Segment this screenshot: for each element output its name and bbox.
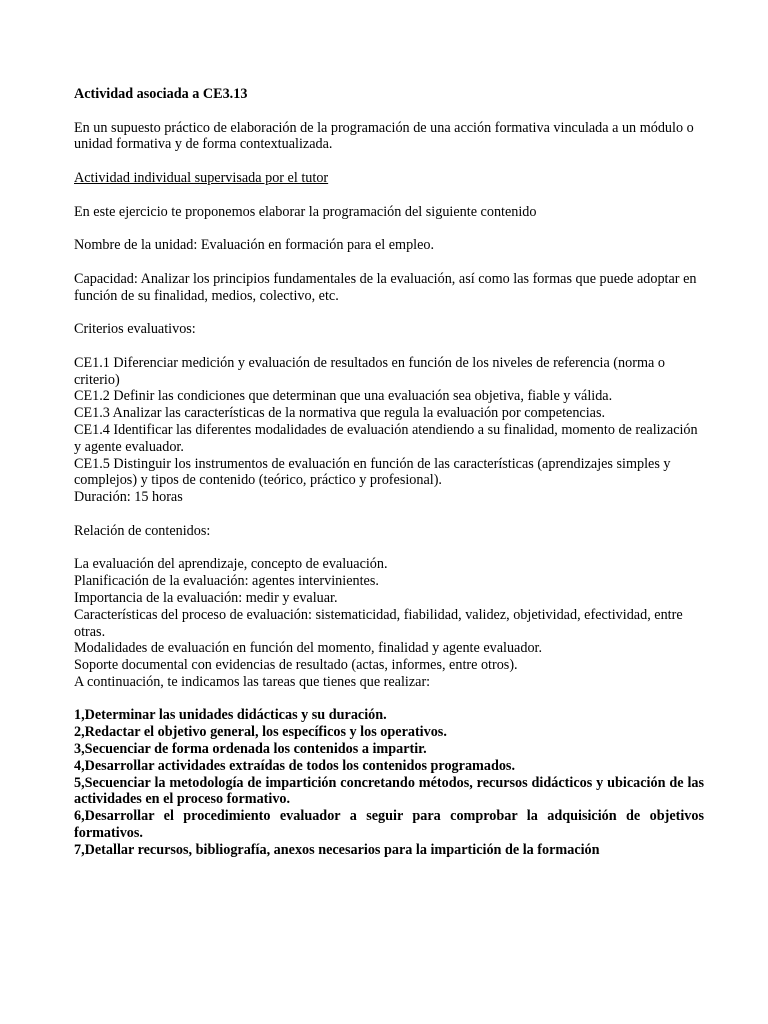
activity-type: Actividad individual supervisada por el tutor <box>74 169 329 186</box>
task-item: 2,Redactar el objetivo general, los específicos y los operativos. <box>74 724 447 741</box>
unit-name: Nombre de la unidad: Evaluación en formación para el empleo. <box>74 237 435 254</box>
criterion-item: CE1.2 Definir las condiciones que determinan que una evaluación sea objetiva, fiable y válida. <box>74 388 613 405</box>
task-item: 3,Secuenciar de forma ordenada los contenidos a impartir. <box>74 741 427 758</box>
tasks-list <box>74 707 704 858</box>
content-item: Modalidades de evaluación en función del momento, finalidad y agente evaluador. <box>74 640 543 657</box>
task-item: 7,Detallar recursos, bibliografía, anexos necesarios para la impartición de la formación <box>74 841 600 858</box>
exercise-intro: En este ejercicio te proponemos elaborar la programación del siguiente contenido <box>74 203 537 220</box>
criterion-item: CE1.5 Distinguir los instrumentos de evaluación en función de las características (aprendizajes simples y complejos) y tipos de contenido (teórico, práctico y profesional). <box>74 455 671 489</box>
content-item: Importancia de la evaluación: medir y evaluar. <box>74 589 338 606</box>
criteria-list <box>74 355 704 506</box>
criteria-heading: Criterios evaluativos: <box>74 321 196 338</box>
document-title: Actividad asociada a CE3.13 <box>74 86 248 102</box>
capacity: Capacidad: Analizar los principios fundamentales de la evaluación, así como las formas que puede adoptar en función de su finalidad, medios, colectivo, etc. <box>74 270 697 304</box>
duration: Duración: 15 horas <box>74 489 183 506</box>
content-item: Características del proceso de evaluación: sistematicidad, fiabilidad, validez, objetividad, efectividad, entre otras. <box>74 606 683 640</box>
intro-paragraph: En un supuesto práctico de elaboración de la programación de una acción formativa vinculada a un módulo o unidad formativa y de forma contextualizada. <box>74 119 694 153</box>
contents-list <box>74 556 704 690</box>
task-item: 5,Secuenciar la metodología de impartición concretando métodos, recursos didácticos y ubicación de las actividades en el proceso formativo. <box>74 774 704 808</box>
criterion-item: CE1.4 Identificar las diferentes modalidades de evaluación atendiendo a su finalidad, momento de realización y agente evaluador. <box>74 421 698 455</box>
content-item: La evaluación del aprendizaje, concepto de evaluación. <box>74 556 388 573</box>
contents-heading: Relación de contenidos: <box>74 522 211 539</box>
criterion-item: CE1.3 Analizar las características de la normativa que regula la evaluación por competencias. <box>74 405 606 422</box>
task-item: 4,Desarrollar actividades extraídas de todos los contenidos programados. <box>74 757 515 774</box>
criterion-item: CE1.1 Diferenciar medición y evaluación de resultados en función de los niveles de referencia (norma o criterio) <box>74 354 665 388</box>
content-item: Planificación de la evaluación: agentes intervinientes. <box>74 573 379 590</box>
content-item: Soporte documental con evidencias de resultado (actas, informes, entre otros). <box>74 657 518 674</box>
tasks-intro: A continuación, te indicamos las tareas que tienes que realizar: <box>74 673 431 690</box>
task-item: 1,Determinar las unidades didácticas y su duración. <box>74 707 387 724</box>
task-item: 6,Desarrollar el procedimiento evaluador a seguir para comprobar la adquisición de objetivos formativos. <box>74 808 704 842</box>
document-page <box>74 86 704 859</box>
